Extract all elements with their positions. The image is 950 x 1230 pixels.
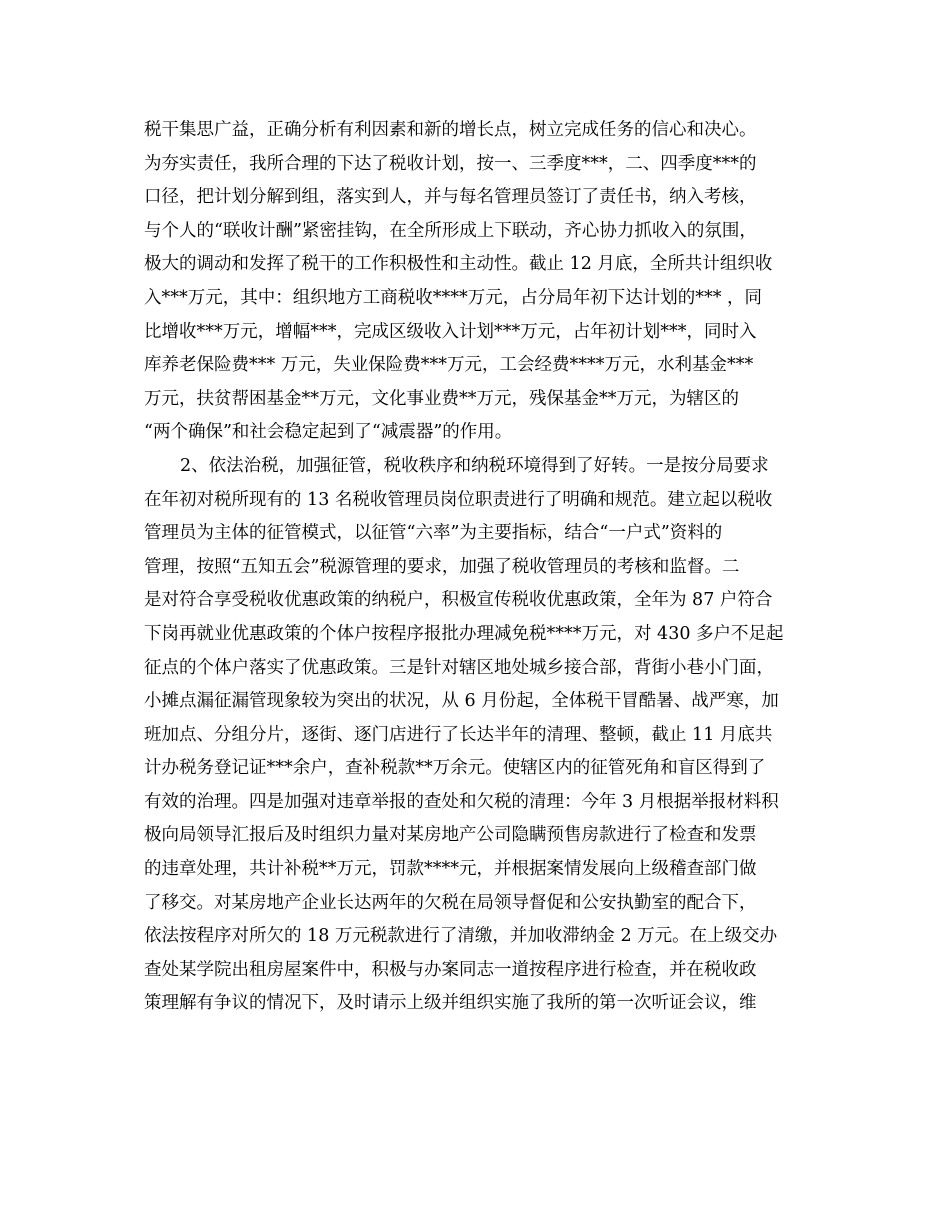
text-line: 小摊点漏征漏管现象较为突出的状况，从 6 月份起，全体税干冒酷暑、战严寒，加 — [144, 691, 779, 712]
text-line: 万元，扶贫帮困基金**万元，文化事业费**万元，残保基金**万元，为辖区的 — [144, 388, 739, 409]
text-line: 管理，按照“五知五会”税源管理的要求，加强了税收管理员的考核和监督。二 — [144, 556, 740, 577]
text-line: 管理员为主体的征管模式，以征管“六率”为主要指标，结合“一户式”资料的 — [144, 523, 723, 544]
text-line: 计办税务登记证***余户，查补税款**万余元。使辖区内的征管死角和盲区得到了 — [144, 758, 766, 779]
text-line: 了移交。对某房地产企业长达两年的欠税在局领导督促和公安执勤室的配合下， — [144, 892, 757, 913]
text-line: 在年初对税所现有的 13 名税收管理员岗位职责进行了明确和规范。建立起以税收 — [144, 489, 773, 510]
text-line: 下岗再就业优惠政策的个体户按程序报批办理减免税****万元，对 430 多户不足起 — [144, 623, 784, 644]
text-line: 征点的个体户落实了优惠政策。三是针对辖区地处城乡接合部，背街小巷小门面， — [144, 657, 774, 678]
text-line: 税干集思广益，正确分析有利因素和新的增长点，树立完成任务的信心和决心。 — [144, 120, 757, 140]
text-line: 库养老保险费*** 万元，失业保险费***万元，工会经费****万元，水利基金*** — [144, 355, 754, 376]
text-line: 有效的治理。四是加强对违章举报的查处和欠税的清理：今年 3 月根据举报材料积 — [144, 791, 779, 812]
text-line: 依法按程序对所欠的 18 万元税款进行了清缴，并加收滞纳金 2 万元。在上级交办 — [144, 926, 778, 947]
text-line: 是对符合享受税收优惠政策的纳税户，积极宣传税收优惠政策，全年为 87 户符合 — [144, 590, 773, 611]
text-line: 的违章处理，共计补税**万元，罚款****元，并根据案情发展向上级稽查部门做 — [144, 859, 757, 880]
text-line: 为夯实责任，我所合理的下达了税收计划，按一、三季度***，二、四季度***的 — [144, 153, 757, 174]
text-line: 与个人的“联收计酬”紧密挂钩，在全所形成上下联动，齐心协力抓收入的氛围， — [144, 220, 757, 241]
text-line: 班加点、分组分片，逐街、逐门店进行了长达半年的清理、整顿，截止 11 月底共 — [144, 724, 773, 745]
text-line: 极向局领导汇报后及时组织力量对某房地产公司隐瞒预售房款进行了检查和发票 — [144, 825, 757, 846]
text-line: 入***万元，其中：组织地方工商税收****万元，占分局年初下达计划的*** ，同 — [144, 287, 763, 308]
text-line: 极大的调动和发挥了税干的工作积极性和主动性。截止 12 月底，全所共计组织收 — [144, 254, 773, 275]
document-body — [144, 114, 814, 1021]
paragraph-start-line: 2、依法治税，加强征管，税收秩序和纳税环境得到了好转。一是按分局要求 — [180, 455, 769, 476]
text-line: 口径，把计划分解到组，落实到人，并与每名管理员签订了责任书，纳入考核， — [144, 187, 757, 208]
text-line: 比增收***万元，增幅***，完成区级收入计划***万元，占年初计划***，同时入 — [144, 321, 757, 342]
text-line: 策理解有争议的情况下，及时请示上级并组织实施了我所的第一次听证会议，维 — [144, 993, 757, 1014]
text-line: 查处某学院出租房屋案件中，积极与办案同志一道按程序进行检查，并在税收政 — [144, 959, 757, 980]
text-line: “两个确保”和社会稳定起到了“减震器”的作用。 — [144, 422, 513, 443]
